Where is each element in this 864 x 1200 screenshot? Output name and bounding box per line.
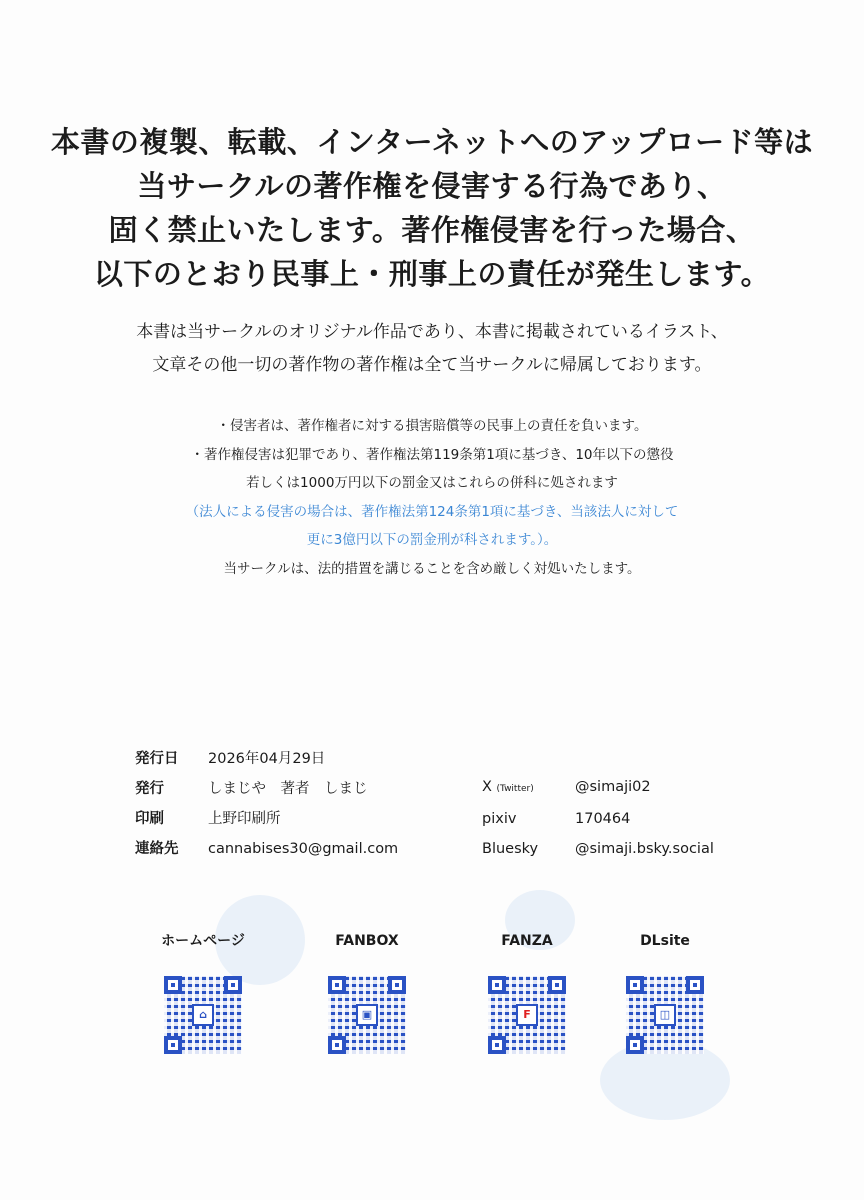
qr-finder [626, 976, 644, 994]
social-row-pixiv [482, 804, 714, 834]
qr-code[interactable] [488, 976, 566, 1054]
heading-line: 以下のとおり民事上・刑事上の責任が発生します。 [93, 257, 771, 291]
social-accounts [482, 772, 714, 864]
heading-line: 当サークルの著作権を侵害する行為であり、 [137, 169, 727, 203]
qr-finder [686, 976, 704, 994]
info-key: 発行 [135, 781, 164, 797]
dlsite-icon: ◫ [654, 1004, 676, 1026]
info-row-contact [135, 834, 398, 864]
qr-finder [164, 976, 182, 994]
qr-code[interactable] [626, 976, 704, 1054]
qr-dlsite[interactable] [610, 928, 720, 1054]
qr-label: FANZA [501, 933, 553, 949]
warning-heading [0, 120, 864, 296]
contact-email[interactable]: cannabises30@gmail.com [208, 841, 399, 857]
qr-label: DLsite [640, 933, 690, 949]
qr-homepage[interactable] [148, 928, 258, 1054]
qr-finder [388, 976, 406, 994]
social-handle[interactable]: @simaji.bsky.social [575, 841, 714, 857]
qr-finder [626, 1036, 644, 1054]
social-key: Bluesky [482, 841, 539, 857]
qr-finder [224, 976, 242, 994]
intro-line: 本書は当サークルのオリジナル作品であり、本書に掲載されているイラスト、 [136, 322, 728, 342]
info-key: 発行日 [135, 751, 179, 767]
qr-label: FANBOX [335, 933, 399, 949]
info-key: 印刷 [135, 811, 164, 827]
publication-info [135, 744, 398, 864]
qr-finder [488, 976, 506, 994]
social-row-bluesky [482, 834, 714, 864]
legal-notes [0, 412, 864, 583]
heading-line: 固く禁止いたします。著作権侵害を行った場合、 [108, 213, 756, 247]
note-criminal-penalty: ・著作権侵害は犯罪であり、著作権法第119条第1項に基づき、10年以下の懲役 [190, 446, 674, 463]
qr-code[interactable] [328, 976, 406, 1054]
social-key: pixiv [482, 811, 517, 827]
qr-code[interactable] [164, 976, 242, 1054]
qr-finder [328, 976, 346, 994]
info-row-date [135, 744, 398, 774]
info-value: 2026年04月29日 [208, 751, 326, 767]
intro-line: 文章その他一切の著作物の著作権は全て当サークルに帰属しております。 [152, 355, 712, 375]
note-legal-action: 当サークルは、法的措置を講じることを含め厳しく対処いたします。 [223, 560, 641, 577]
copyright-intro [0, 316, 864, 382]
note-criminal-penalty-cont: 若しくは1000万円以下の罰金又はこれらの併科に処されます [246, 475, 618, 491]
social-key-sub: (Twitter) [496, 784, 534, 794]
qr-fanza[interactable] [472, 928, 582, 1054]
info-row-printer [135, 804, 398, 834]
social-row-x [482, 772, 714, 804]
qr-finder [328, 1036, 346, 1054]
qr-finder [488, 1036, 506, 1054]
fanza-icon: F [516, 1004, 538, 1026]
note-civil-liability: ・侵害者は、著作権者に対する損害賠償等の民事上の責任を負います。 [216, 418, 648, 434]
note-corporate-penalty-cont: 更に3億円以下の罰金刑が科されます。）。 [306, 532, 558, 548]
info-key: 連絡先 [135, 841, 179, 857]
qr-fanbox[interactable] [312, 928, 422, 1054]
qr-label: ホームページ [161, 933, 245, 949]
qr-finder [548, 976, 566, 994]
social-key: X (Twitter) [482, 779, 534, 795]
info-value: 上野印刷所 [208, 811, 281, 827]
fanbox-icon: ▣ [356, 1004, 378, 1026]
note-corporate-penalty: （法人による侵害の場合は、著作権法第124条第1項に基づき、当該法人に対して [185, 503, 679, 520]
home-icon: ⌂ [192, 1004, 214, 1026]
info-value: しまじや 著者 しまじ [208, 781, 368, 797]
social-handle[interactable]: 170464 [575, 811, 631, 827]
qr-finder [164, 1036, 182, 1054]
social-handle[interactable]: @simaji02 [575, 779, 651, 795]
info-row-publisher [135, 774, 398, 804]
heading-line: 本書の複製、転載、インターネットへのアップロード等は [50, 125, 814, 159]
